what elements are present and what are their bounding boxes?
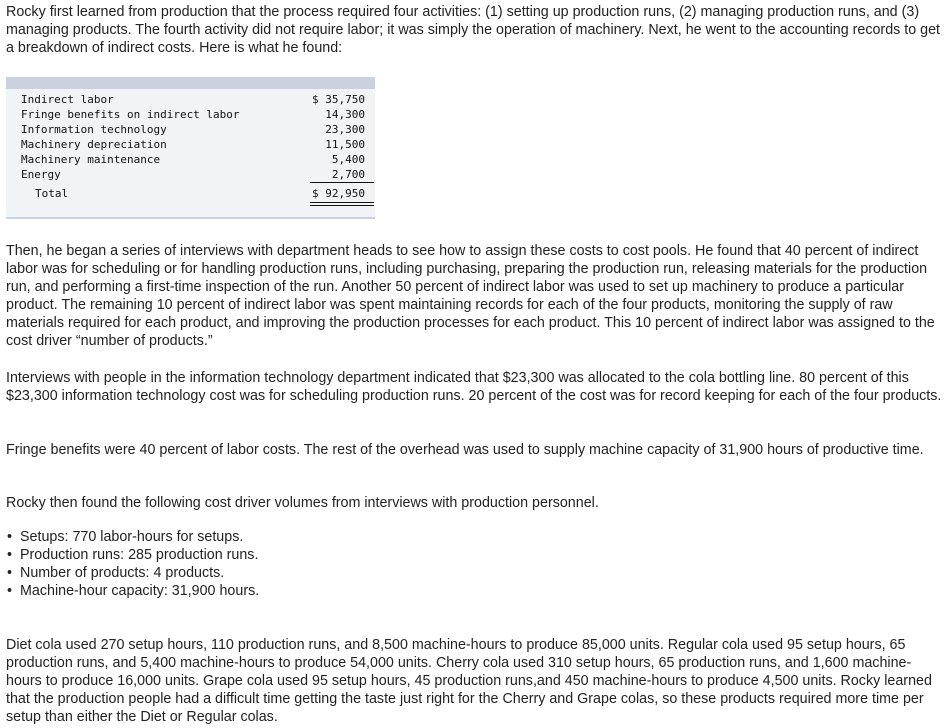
bullet-icon: •	[7, 529, 13, 545]
table-row	[6, 107, 375, 122]
bullet-icon: •	[7, 583, 13, 599]
subtotal-rule	[310, 182, 374, 183]
product-usage-paragraph: Diet cola used 270 setup hours, 110 production runs, and 8,500 machine-hours to produce 85,000 units. Regular cola used 95 setup hours, 65 production runs, and 5,400 machine-hours to produce 54,000 units. Cherry cola used 310 setup hours, 65 production runs, and 1,600 machine-hours to produce 16,000 units. Grape cola used 95 setup hours, 45 production runs,and 450 machine-hours to produce 4,500 units. Rocky learned that the production people had a difficult time getting the taste just right for the Cherry and Grape colas, so these products required more time per setup than either the Diet or Regular colas.	[6, 637, 932, 725]
list-item-text: Setups: 770 labor-hours for setups.	[20, 529, 244, 545]
row-label: Information technology	[21, 123, 167, 136]
total-value: $ 92,950	[312, 187, 365, 200]
indirect-cost-table	[6, 77, 375, 219]
intro-paragraph: Rocky first learned from production that the process required four activities: (1) setting up production runs, (2) managing production runs, and (3) managing products. The fourth activity did not require labor; it was simply the operation of machinery. Next, he went to the accounting records to get a breakdown of indirect costs. Here is what he found:	[6, 4, 941, 56]
double-rule-top	[310, 202, 374, 203]
list-item	[6, 582, 259, 600]
row-label: Fringe benefits on indirect labor	[21, 108, 240, 121]
cost-driver-intro: Rocky then found the following cost driver volumes from interviews with production personnel.	[6, 495, 599, 511]
table-row	[6, 137, 375, 152]
bullet-icon: •	[7, 547, 13, 563]
total-label: Total	[35, 187, 69, 200]
table-header-bar	[6, 77, 375, 89]
list-item	[6, 528, 259, 546]
table-total-row	[6, 186, 375, 201]
row-value: 11,500	[325, 138, 365, 151]
fringe-benefits-paragraph: Fringe benefits were 40 percent of labor costs. The rest of the overhead was used to supply machine capacity of 31,900 hours of productive time.	[6, 442, 924, 458]
double-rule-bottom	[310, 205, 374, 206]
table-row	[6, 122, 375, 137]
interviews-paragraph: Then, he began a series of interviews with department heads to see how to assign these costs to cost pools. He found that 40 percent of indirect labor was for scheduling or for handling production runs, including purchasing, preparing the production run, releasing materials for the production run, and performing a first-time inspection of the run. Another 50 percent of indirect labor was used to set up machinery to produce a particular product. The remaining 10 percent of indirect labor was spent maintaining records for each of the four products, monitoring the supply of raw materials required for each product, and improving the production processes for each product. This 10 percent of indirect labor was assigned to the cost driver “number of products.”	[6, 243, 935, 349]
table-body	[6, 89, 375, 217]
it-department-paragraph: Interviews with people in the information technology department indicated that $23,300 was allocated to the cola bottling line. 80 percent of this $23,300 information technology cost was for scheduling production runs. 20 percent of the cost was for record keeping for each of the four products.	[6, 370, 942, 404]
list-item	[6, 546, 259, 564]
row-value: 5,400	[331, 153, 365, 166]
row-value: 23,300	[325, 123, 365, 136]
row-value: 2,700	[331, 168, 365, 181]
table-bottom-bar	[6, 217, 375, 219]
row-label: Machinery depreciation	[21, 138, 167, 151]
list-item-text: Machine-hour capacity: 31,900 hours.	[20, 583, 260, 599]
table-row	[6, 167, 375, 182]
row-label: Energy	[21, 168, 61, 181]
row-label: Indirect labor	[21, 93, 114, 106]
row-value: 14,300	[325, 108, 365, 121]
row-label: Machinery maintenance	[21, 153, 161, 166]
list-item-text: Production runs: 285 production runs.	[20, 547, 259, 563]
row-value: $ 35,750	[312, 93, 365, 106]
list-item-text: Number of products: 4 products.	[20, 565, 225, 581]
bullet-icon: •	[7, 565, 13, 581]
table-row	[6, 152, 375, 167]
cost-driver-list	[6, 528, 259, 600]
table-row	[6, 92, 375, 107]
list-item	[6, 564, 259, 582]
